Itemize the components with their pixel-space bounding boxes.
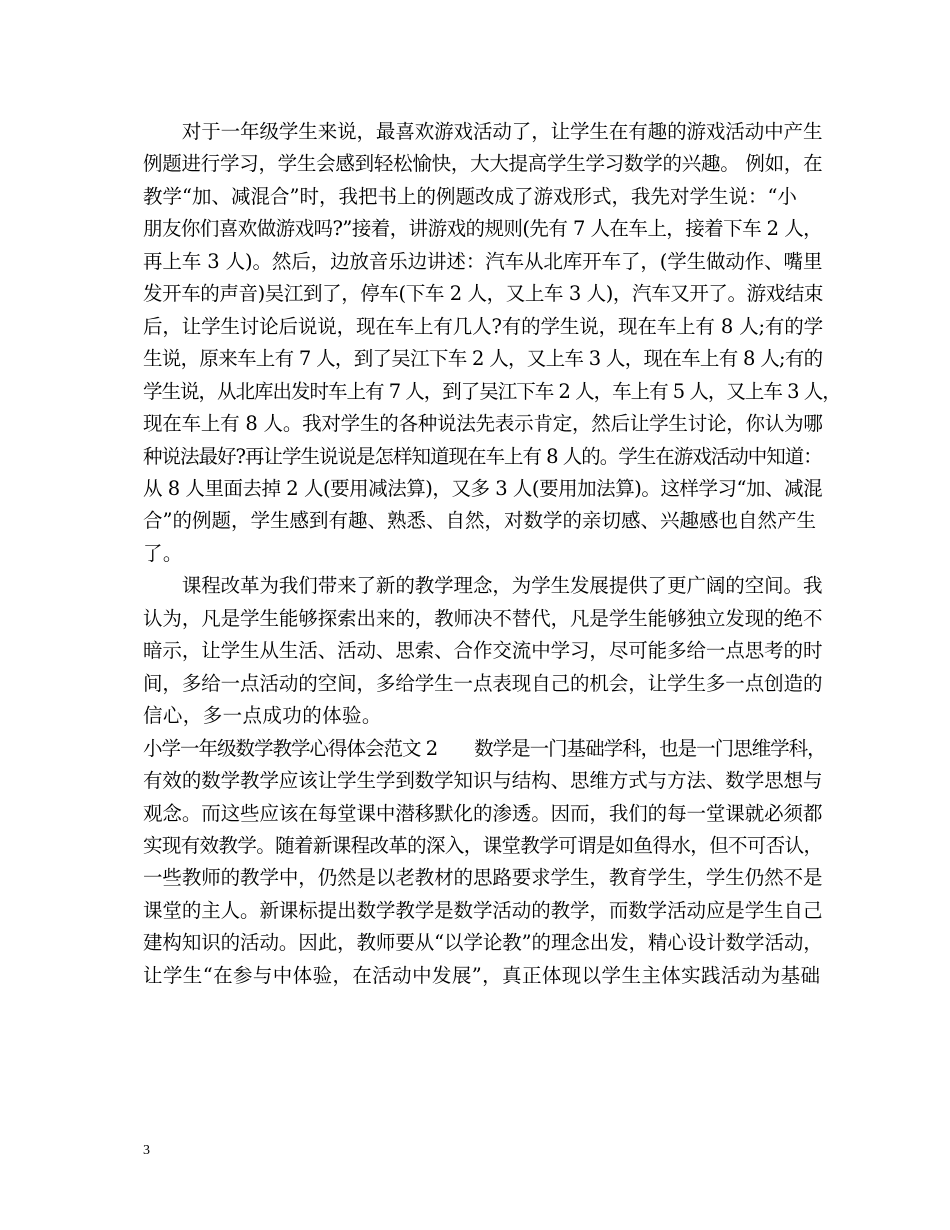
text-line: 例题进行学习，学生会感到轻松愉快，大大提高学生学习数学的兴趣。 例如，在 xyxy=(143,152,823,176)
text-line: 种说法最好?再让学生说说是怎样知道现在车上有 8 人的。学生在游戏活动中知道： xyxy=(143,444,822,468)
text-line: 从 8 人里面去掉 2 人(要用减法算)，又多 3 人(要用加法算)。这样学习“加、减混 xyxy=(143,477,823,500)
text-line: 认为，凡是学生能够探索出来的，教师决不替代，凡是学生能够独立发现的绝不 xyxy=(143,606,823,630)
text-line: 学生说，从北库出发时车上有 7 人，到了吴江下车 2 人，车上有 5 人，又上车 3 人， xyxy=(143,379,841,403)
text-line: 间，多给一点活动的空间，多给学生一点表现自己的机会，让学生多一点创造的 xyxy=(143,671,823,695)
text-line: 观念。而这些应该在每堂课中潜移默化的渗透。因而，我们的每一堂课就必须都 xyxy=(143,801,823,825)
text-line: 暗示，让学生从生活、活动、思索、合作交流中学习，尽可能多给一点思考的时 xyxy=(143,639,823,663)
text-line: 小学一年级数学教学心得体会范文 2 数学是一门基础学科，也是一门思维学科， xyxy=(143,736,826,760)
text-line: 信心，多一点成功的体验。 xyxy=(143,704,382,728)
text-line: 教学“加、减混合”时，我把书上的例题改成了游戏形式，我先对学生说：“小 xyxy=(143,184,797,208)
text-line: 实现有效教学。随着新课程改革的深入，课堂教学可谓是如鱼得水，但不可否认， xyxy=(143,833,823,857)
text-line: 一些教师的教学中，仍然是以老教材的思路要求学生，教育学生，学生仍然不是 xyxy=(143,866,823,890)
text-line: 课堂的主人。新课标提出数学教学是数学活动的教学，而数学活动应是学生自己 xyxy=(143,898,823,922)
text-line: 发开车的声音)吴江到了，停车(下车 2 人，又上车 3 人)，汽车又开了。游戏结束 xyxy=(143,282,824,306)
text-line: 合”的例题，学生感到有趣、熟悉、自然，对数学的亲切感、兴趣感也自然产生 xyxy=(143,509,816,533)
text-line: 让学生“在参与中体验，在活动中发展”，真正体现以学生主体实践活动为基础 xyxy=(143,963,821,987)
text-line: 有效的数学教学应该让学生学到数学知识与结构、思维方式与方法、数学思想与 xyxy=(143,769,823,792)
text-line: 朋友你们喜欢做游戏吗?”接着，讲游戏的规则(先有 7 人在车上，接着下车 2 人， xyxy=(143,217,823,241)
text-line: 建构知识的活动。因此，教师要从“以学论教”的理念出发，精心设计数学活动， xyxy=(143,931,823,955)
text-line: 课程改革为我们带来了新的教学理念，为学生发展提供了更广阔的空间。我 xyxy=(143,574,823,598)
page-number: 3 xyxy=(143,1143,150,1158)
text-line: 生说，原来车上有 7 人，到了吴江下车 2 人，又上车 3 人，现在车上有 8 人;有的 xyxy=(143,347,823,371)
text-line: 了。 xyxy=(143,541,183,565)
text-line: 后，让学生讨论后说说，现在车上有几人?有的学生说，现在车上有 8 人;有的学 xyxy=(143,314,824,338)
text-line: 再上车 3 人)。然后，边放音乐边讲述：汽车从北库开车了，(学生做动作、嘴里 xyxy=(143,249,823,273)
text-line: 对于一年级学生来说，最喜欢游戏活动了，让学生在有趣的游戏活动中产生 xyxy=(143,120,823,143)
text-line: 现在车上有 8 人。我对学生的各种说法先表示肯定，然后让学生讨论，你认为哪 xyxy=(143,412,823,436)
